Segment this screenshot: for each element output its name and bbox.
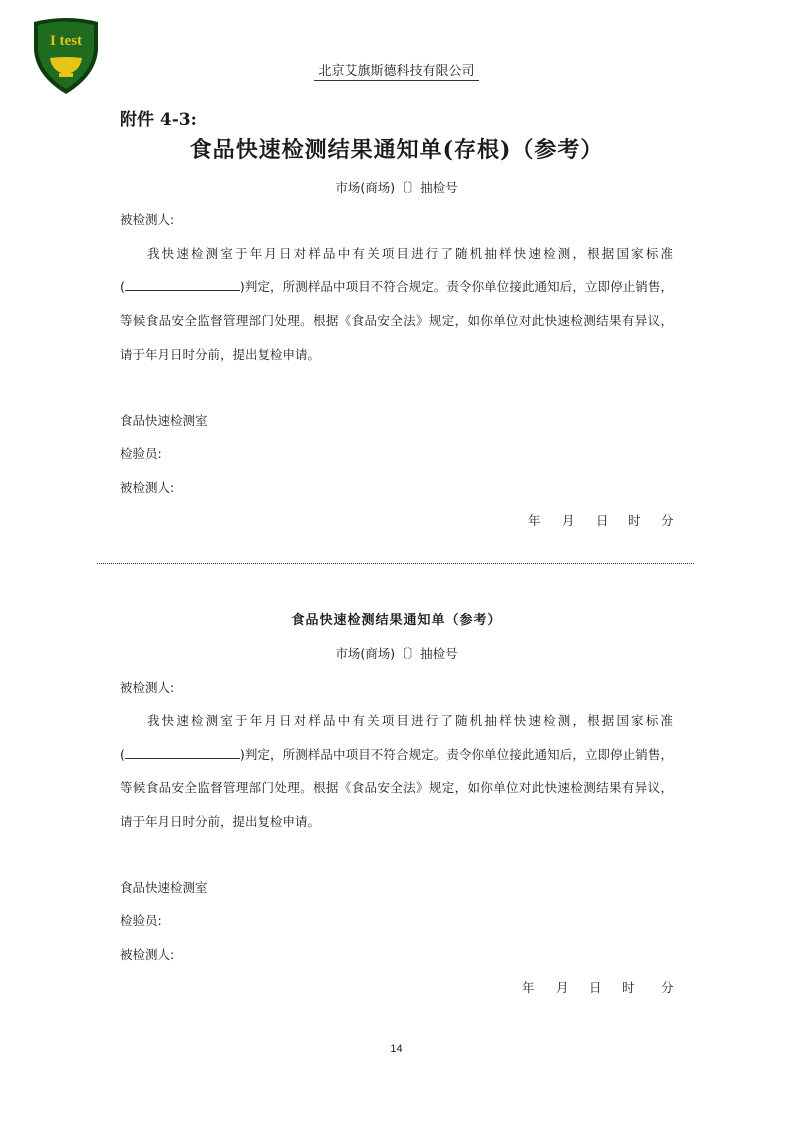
notice-body-line3: 等候食品安全监督管理部门处理。根据《食品安全法》规定，如你单位对此快速检测结果有异议， (120, 780, 673, 795)
notice-date-hour: 时 (622, 980, 635, 995)
stub-date-hour: 时 (628, 513, 641, 528)
notice-date-year: 年 (522, 980, 535, 995)
notice-inspected-label: 被检测人: (120, 680, 175, 695)
stub-inspected-label: 被检测人: (120, 212, 175, 227)
cut-line-divider (97, 563, 694, 564)
stub-body-line3: 等候食品安全监督管理部门处理。根据《食品安全法》规定，如你单位对此快速检测结果有异议， (120, 313, 673, 328)
notice-date-minute: 分 (661, 980, 674, 995)
stub-body-line1: 我快速检测室于年月日对样品中有关项目进行了随机抽样快速检测，根据国家标准 (147, 246, 673, 261)
stub-inspector: 检验员: (120, 446, 162, 461)
stub-date-day: 日 (596, 513, 609, 528)
stub-inspected-sign: 被检测人: (120, 480, 175, 495)
stub-title: 食品快速检测结果通知单(存根)（参考） (189, 137, 604, 163)
notice-lab: 食品快速检测室 (120, 880, 208, 895)
page-number: 14 (390, 1043, 403, 1055)
company-name-header: 北京艾旗斯德科技有限公司 (0, 60, 793, 79)
notice-inspected-sign: 被检测人: (120, 947, 175, 962)
company-logo (30, 16, 102, 96)
stub-body-line2: ( )判定，所测样品中项目不符合规定。责令你单位接此通知后，立即停止销售， (120, 279, 673, 294)
logo-text: I test (49, 33, 83, 49)
notice-title: 食品快速检测结果通知单（参考） (291, 613, 502, 628)
notice-inspector: 检验员: (120, 913, 162, 928)
notice-subtitle: 市场(商场)〔〕抽检号 (335, 646, 458, 661)
stub-body-line4: 请于年月日时分前，提出复检申请。 (120, 347, 321, 362)
stub-date-month: 月 (562, 513, 575, 528)
notice-date-month: 月 (556, 980, 569, 995)
stub-date-year: 年 (528, 513, 541, 528)
stub-lab: 食品快速检测室 (120, 413, 208, 428)
standard-blank (125, 747, 240, 759)
attachment-label: 附件 4-3: (120, 110, 197, 130)
stub-subtitle: 市场(商场)〔〕抽检号 (335, 180, 458, 195)
notice-date-day: 日 (589, 980, 602, 995)
notice-body-line1: 我快速检测室于年月日对样品中有关项目进行了随机抽样快速检测，根据国家标准 (147, 713, 673, 728)
standard-blank (125, 279, 240, 291)
stub-date-minute: 分 (661, 513, 674, 528)
notice-body-line4: 请于年月日时分前，提出复检申请。 (120, 814, 321, 829)
notice-body-line2: ( )判定，所测样品中项目不符合规定。责令你单位接此通知后，立即停止销售， (120, 747, 673, 762)
